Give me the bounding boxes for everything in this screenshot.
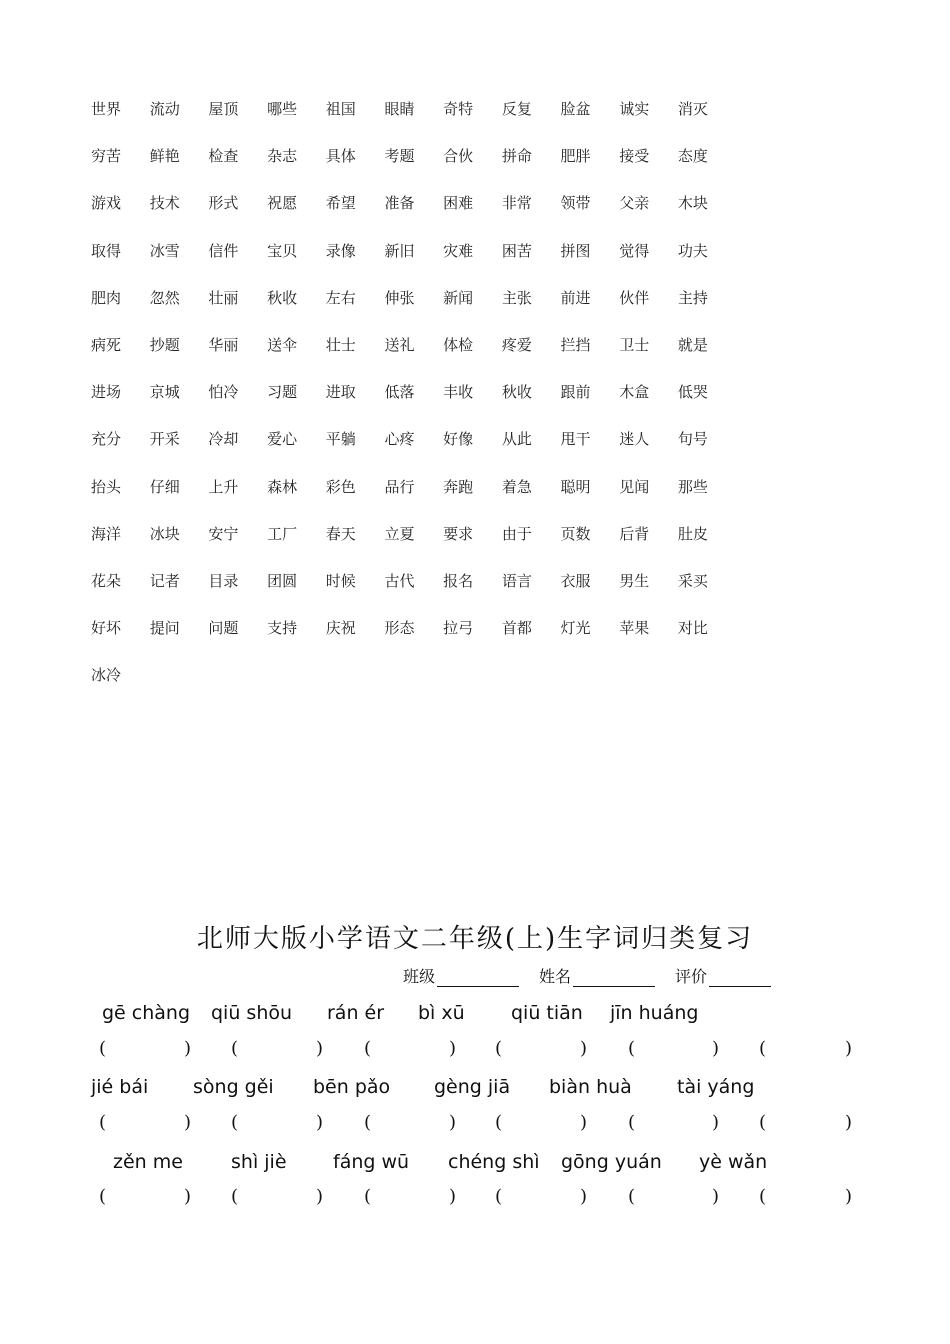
vocab-word: 诚实 [619, 100, 650, 118]
vocab-word: 屋顶 [208, 100, 239, 118]
open-paren: ( [99, 1038, 107, 1059]
vocab-word: 希望 [325, 194, 356, 213]
vocab-word: 句号 [677, 430, 708, 449]
close-paren: ) [184, 1038, 192, 1059]
answer-blank[interactable] [109, 1038, 182, 1060]
vocab-word: 左右 [325, 288, 356, 307]
word-row [91, 522, 737, 569]
vocab-word: 新闻 [443, 288, 474, 307]
vocab-word: 主持 [677, 288, 708, 307]
vocab-word: 上升 [208, 477, 239, 496]
word-row [91, 427, 737, 474]
vocab-word: 后背 [619, 524, 650, 543]
vocab-word: 祖国 [325, 100, 356, 118]
vocab-word: 抄题 [149, 335, 180, 354]
open-paren: ( [364, 1038, 372, 1059]
pinyin-prompt: sòng gěi [193, 1076, 274, 1098]
open-paren: ( [495, 1186, 503, 1207]
close-paren: ) [712, 1186, 720, 1207]
vocab-word: 忽然 [149, 288, 180, 307]
word-row [91, 569, 737, 616]
open-paren: ( [99, 1112, 107, 1133]
student-info-line [403, 964, 791, 987]
vocab-word: 杂志 [267, 147, 298, 166]
vocab-word: 平躺 [325, 430, 356, 449]
vocab-word: 工厂 [267, 524, 298, 543]
close-paren: ) [449, 1186, 457, 1207]
vocab-word: 觉得 [619, 241, 650, 260]
vocab-word: 庆祝 [325, 619, 356, 638]
vocab-word: 立夏 [384, 524, 415, 543]
vocab-word: 非常 [501, 194, 532, 213]
vocab-word: 取得 [91, 241, 122, 260]
vocab-word: 信件 [208, 241, 239, 260]
word-row [91, 663, 737, 710]
vocab-word: 习题 [267, 383, 298, 402]
vocab-word: 好坏 [91, 619, 122, 638]
vocab-word: 冷却 [208, 430, 239, 449]
vocab-word: 主张 [501, 288, 532, 307]
vocab-word: 对比 [677, 619, 708, 638]
pinyin-prompt: chéng shì [448, 1151, 540, 1173]
vocab-word: 要求 [443, 524, 474, 543]
vocab-word: 拉弓 [443, 619, 474, 638]
vocab-word: 甩干 [560, 430, 591, 449]
word-row [91, 97, 737, 144]
vocab-word: 从此 [501, 430, 532, 449]
open-paren: ( [628, 1112, 636, 1133]
answer-blank[interactable] [505, 1186, 578, 1208]
vocab-word: 领带 [560, 194, 591, 213]
vocab-word: 体检 [443, 335, 474, 354]
answer-blank[interactable] [769, 1038, 843, 1060]
vocab-word: 秋收 [501, 383, 532, 402]
close-paren: ) [316, 1038, 324, 1059]
open-paren: ( [759, 1112, 767, 1133]
vocab-word: 开采 [149, 430, 180, 449]
pinyin-prompt: gèng jiā [434, 1076, 511, 1098]
close-paren: ) [712, 1112, 720, 1133]
vocab-word: 送伞 [267, 335, 298, 354]
vocab-word: 伙伴 [619, 288, 650, 307]
vocab-word: 送礼 [384, 335, 415, 354]
open-paren: ( [628, 1186, 636, 1207]
vocab-word: 安宁 [208, 524, 239, 543]
pinyin-prompt: biàn huà [549, 1076, 632, 1098]
vocab-word: 宝贝 [267, 241, 298, 260]
answer-blank[interactable] [241, 1112, 314, 1134]
vocab-word: 拼图 [560, 241, 591, 260]
vocab-word: 男生 [619, 571, 650, 590]
evaluation-blank[interactable] [709, 966, 771, 987]
vocab-word: 京城 [149, 383, 180, 402]
answer-blank[interactable] [505, 1038, 578, 1060]
open-paren: ( [628, 1038, 636, 1059]
answer-blank[interactable] [374, 1112, 447, 1134]
answer-blank[interactable] [109, 1186, 182, 1208]
pinyin-prompt: tài yáng [677, 1076, 755, 1098]
word-row [91, 286, 737, 333]
pinyin-prompt: qiū shōu [211, 1002, 293, 1024]
vocab-word: 前进 [560, 288, 591, 307]
vocab-word: 哪些 [267, 100, 298, 118]
evaluation-field [675, 964, 771, 987]
vocab-word: 跟前 [560, 383, 591, 402]
pinyin-prompt: gē chàng [102, 1002, 191, 1024]
vocab-word: 灾难 [443, 241, 474, 260]
open-paren: ( [759, 1186, 767, 1207]
close-paren: ) [316, 1112, 324, 1133]
vocab-word: 壮丽 [208, 288, 239, 307]
answer-blank[interactable] [638, 1038, 710, 1060]
vocab-word: 采买 [677, 571, 708, 590]
vocab-word: 支持 [267, 619, 298, 638]
open-paren: ( [495, 1112, 503, 1133]
vocab-word: 冰块 [149, 524, 180, 543]
close-paren: ) [580, 1186, 588, 1207]
pinyin-prompt: yè wǎn [699, 1151, 768, 1173]
pinyin-prompt: rán ér [327, 1002, 385, 1024]
vocab-word: 怕冷 [208, 383, 239, 402]
vocab-word: 壮士 [325, 335, 356, 354]
pinyin-prompt: bì xū [418, 1002, 465, 1024]
vocab-word: 见闻 [619, 477, 650, 496]
vocab-word: 肥肉 [91, 288, 122, 307]
vocab-word: 消灭 [677, 100, 708, 118]
vocab-word: 疼爱 [501, 335, 532, 354]
name-field [539, 964, 655, 987]
answer-blank[interactable] [374, 1186, 447, 1208]
vocab-word: 着急 [501, 477, 532, 496]
word-row [91, 475, 737, 522]
vocab-word: 接受 [619, 147, 650, 166]
vocab-word: 首都 [501, 619, 532, 638]
open-paren: ( [231, 1186, 239, 1207]
open-paren: ( [364, 1112, 372, 1133]
vocab-word: 眼睛 [384, 100, 415, 118]
vocab-word: 冰冷 [91, 666, 122, 685]
vocabulary-grid [91, 97, 737, 710]
pinyin-prompt: jīn huáng [610, 1002, 699, 1024]
vocab-word: 困苦 [501, 241, 532, 260]
close-paren: ) [580, 1038, 588, 1059]
close-paren: ) [845, 1186, 853, 1207]
vocab-word: 聪明 [560, 477, 591, 496]
vocab-word: 语言 [501, 571, 532, 590]
vocab-word: 冰雪 [149, 241, 180, 260]
vocab-word: 苹果 [619, 619, 650, 638]
answer-blank[interactable] [638, 1186, 710, 1208]
vocab-word: 衣服 [560, 571, 591, 590]
vocab-word: 目录 [208, 571, 239, 590]
vocab-word: 奔跑 [443, 477, 474, 496]
vocab-word: 肚皮 [677, 524, 708, 543]
vocab-word: 抬头 [91, 477, 122, 496]
answer-blank[interactable] [769, 1186, 843, 1208]
class-blank[interactable] [437, 966, 519, 987]
vocab-word: 春天 [325, 524, 356, 543]
pinyin-prompt: bēn pǎo [313, 1076, 391, 1098]
vocab-word: 流动 [149, 100, 180, 118]
vocab-word: 问题 [208, 619, 239, 638]
open-paren: ( [231, 1112, 239, 1133]
name-blank[interactable] [573, 966, 655, 987]
vocab-word: 拦挡 [560, 335, 591, 354]
vocab-word: 考题 [384, 147, 415, 166]
vocab-word: 低落 [384, 383, 415, 402]
vocab-word: 提问 [149, 619, 180, 638]
vocab-word: 奇特 [443, 100, 474, 118]
vocab-word: 病死 [91, 335, 122, 354]
close-paren: ) [845, 1038, 853, 1059]
vocab-word: 记者 [149, 571, 180, 590]
close-paren: ) [184, 1112, 192, 1133]
evaluation-label: 评价 [675, 967, 708, 986]
vocab-word: 录像 [325, 241, 356, 260]
vocab-word: 心疼 [384, 430, 415, 449]
vocab-word: 森林 [267, 477, 298, 496]
answer-blank[interactable] [241, 1186, 314, 1208]
open-paren: ( [231, 1038, 239, 1059]
name-label: 姓名 [539, 967, 572, 986]
word-row [91, 191, 737, 238]
vocab-word: 拼命 [501, 147, 532, 166]
pinyin-prompt: zěn me [113, 1151, 183, 1173]
vocab-word: 卫士 [619, 335, 650, 354]
vocab-word: 古代 [384, 571, 415, 590]
vocab-word: 进取 [325, 383, 356, 402]
vocab-word: 就是 [677, 335, 708, 354]
answer-blank[interactable] [638, 1112, 710, 1134]
vocab-word: 准备 [384, 194, 415, 213]
vocab-word: 好像 [443, 430, 474, 449]
pinyin-prompt: fáng wū [333, 1151, 410, 1173]
vocab-word: 技术 [149, 194, 180, 213]
vocab-word: 页数 [560, 524, 591, 543]
vocab-word: 报名 [443, 571, 474, 590]
vocab-word: 木块 [677, 194, 708, 213]
vocab-word: 仔细 [149, 477, 180, 496]
vocab-word: 合伙 [443, 147, 474, 166]
word-row [91, 333, 737, 380]
vocab-word: 团圆 [267, 571, 298, 590]
vocab-word: 低哭 [677, 383, 708, 402]
vocab-word: 由于 [501, 524, 532, 543]
pinyin-prompt: qiū tiān [511, 1002, 583, 1024]
answer-blank[interactable] [374, 1038, 447, 1060]
open-paren: ( [759, 1038, 767, 1059]
vocab-word: 灯光 [560, 619, 591, 638]
vocab-word: 海洋 [91, 524, 122, 543]
vocab-word: 品行 [384, 477, 415, 496]
word-row [91, 239, 737, 286]
vocab-word: 新旧 [384, 241, 415, 260]
vocab-word: 检查 [208, 147, 239, 166]
vocab-word: 肥胖 [560, 147, 591, 166]
vocab-word: 花朵 [91, 571, 122, 590]
close-paren: ) [712, 1038, 720, 1059]
word-row [91, 144, 737, 191]
vocab-word: 世界 [91, 100, 122, 118]
vocab-word: 具体 [325, 147, 356, 166]
pinyin-prompt: gōng yuán [561, 1151, 662, 1173]
close-paren: ) [184, 1186, 192, 1207]
vocab-word: 困难 [443, 194, 474, 213]
vocab-word: 脸盆 [560, 100, 591, 118]
vocab-word: 形式 [208, 194, 239, 213]
word-row [91, 616, 737, 663]
close-paren: ) [449, 1112, 457, 1133]
class-label: 班级 [403, 967, 436, 986]
vocab-word: 进场 [91, 383, 122, 402]
answer-blank[interactable] [109, 1112, 182, 1134]
pinyin-prompt: jié bái [91, 1076, 149, 1098]
vocab-word: 那些 [677, 477, 708, 496]
close-paren: ) [449, 1038, 457, 1059]
word-row [91, 380, 737, 427]
answer-blank[interactable] [769, 1112, 843, 1134]
vocab-word: 父亲 [619, 194, 650, 213]
vocab-word: 反复 [501, 100, 532, 118]
open-paren: ( [364, 1186, 372, 1207]
pinyin-prompt: shì jiè [231, 1151, 287, 1173]
answer-blank[interactable] [505, 1112, 578, 1134]
vocab-word: 功夫 [677, 241, 708, 260]
vocab-word: 秋收 [267, 288, 298, 307]
vocab-word: 鲜艳 [149, 147, 180, 166]
vocab-word: 迷人 [619, 430, 650, 449]
vocab-word: 祝愿 [267, 194, 298, 213]
close-paren: ) [845, 1112, 853, 1133]
vocab-word: 彩色 [325, 477, 356, 496]
vocab-word: 华丽 [208, 335, 239, 354]
vocab-word: 爱心 [267, 430, 298, 449]
close-paren: ) [316, 1186, 324, 1207]
vocab-word: 形态 [384, 619, 415, 638]
class-field [403, 964, 519, 987]
answer-blank[interactable] [241, 1038, 314, 1060]
worksheet-title: 北师大版小学语文二年级(上)生字词归类复习 [196, 924, 754, 954]
vocab-word: 游戏 [91, 194, 122, 213]
vocab-word: 穷苦 [91, 147, 122, 166]
vocab-word: 态度 [677, 147, 708, 166]
close-paren: ) [580, 1112, 588, 1133]
open-paren: ( [495, 1038, 503, 1059]
vocab-word: 丰收 [443, 383, 474, 402]
vocab-word: 时候 [325, 571, 356, 590]
vocab-word: 充分 [91, 430, 122, 449]
open-paren: ( [99, 1186, 107, 1207]
vocab-word: 木盒 [619, 383, 650, 402]
vocab-word: 伸张 [384, 288, 415, 307]
